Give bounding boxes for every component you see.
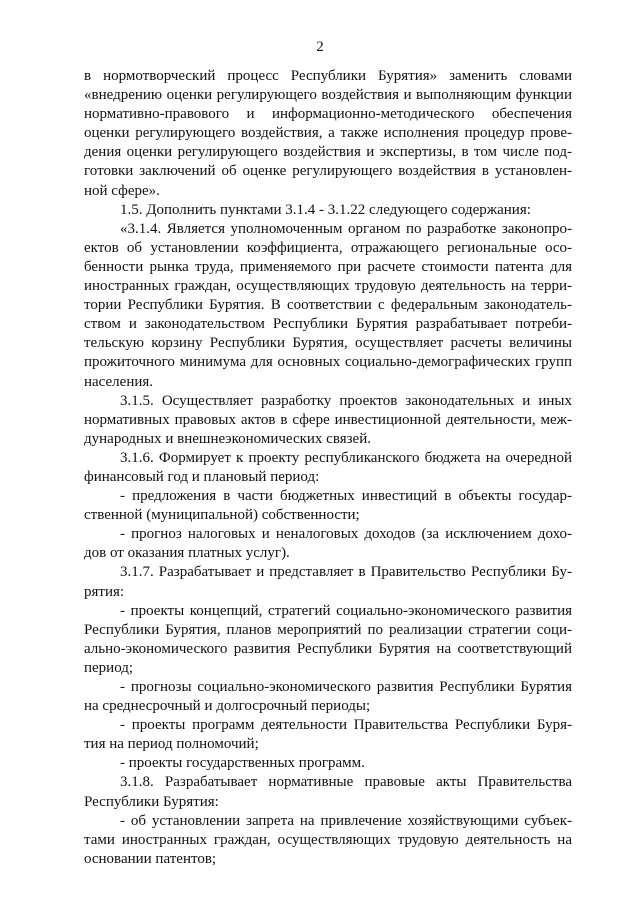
text-line: на среднесрочный и долгосрочный периоды;	[84, 698, 371, 715]
text-line: 3.1.8. Разрабатывает нормативные правовые акты Правительства	[120, 774, 572, 791]
text-line: рятия:	[84, 583, 125, 600]
text-line: иностранных граждан, осуществляющих трудовую деятельность на терри-	[84, 278, 572, 295]
text-line: дения оценки регулирующего воздействия и экспертизы, в том числе под-	[84, 144, 572, 161]
text-line: ственной (муниципальной) собственности;	[84, 507, 360, 524]
text-line: тия на период полномочий;	[84, 736, 259, 753]
text-line: ной сфере».	[84, 182, 160, 199]
text-line: - прогноз налоговых и неналоговых доходов (за исключением дохо-	[120, 526, 572, 543]
text-line: - об установлении запрета на привлечение хозяйствующими субъек-	[120, 812, 572, 829]
text-line: нормативно-правового и информационно-методического обеспечения	[84, 106, 572, 123]
text-line: - предложения в части бюджетных инвестиций в объекты государ-	[120, 488, 572, 505]
text-line: - проекты концепций, стратегий социально-экономического развития	[120, 602, 572, 619]
text-line: населения.	[84, 373, 154, 390]
text-line: в нормотворческий процесс Республики Бурятия» заменить словами	[84, 68, 572, 84]
text-line: готовки заключений об оценке регулирующего воздействия в установлен-	[84, 163, 572, 180]
document-body	[84, 67, 572, 869]
text-line: ектов об установлении коэффициента, отражающего региональные осо-	[84, 239, 572, 256]
text-line: 3.1.5. Осуществляет разработку проектов законодательных и иных	[120, 392, 572, 409]
page-number: 2	[316, 39, 324, 55]
text-line: 1.5. Дополнить пунктами 3.1.4 - 3.1.22 следующего содержания:	[120, 201, 531, 218]
text-line: «3.1.4. Является уполномоченным органом по разработке законопро-	[120, 220, 572, 237]
text-line: Республики Бурятия:	[84, 793, 219, 810]
text-line: - прогнозы социально-экономического развития Республики Бурятия	[120, 679, 572, 695]
text-line: Республики Бурятия, планов мероприятий по реализации стратегии соци-	[84, 621, 572, 638]
text-line: дов от оказания платных услуг).	[84, 545, 290, 562]
text-line: 3.1.7. Разрабатывает и представляет в Правительство Республики Бу-	[120, 564, 572, 581]
text-line: тории Республики Бурятия. В соответствии с федеральным законодатель-	[84, 297, 572, 314]
text-line: ально-экономического развития Республики Бурятия на соответствующий	[84, 640, 572, 657]
text-line: тами иностранных граждан, осуществляющих трудовую деятельность на	[84, 831, 572, 848]
text-line: бенности рынка труда, применяемого при расчете стоимости патента для	[84, 258, 572, 275]
text-line: период;	[84, 659, 134, 676]
text-line: финансовый год и плановый период:	[84, 468, 320, 485]
text-line: - проекты программ деятельности Правительства Республики Буря-	[120, 717, 572, 734]
text-line: нормативных правовых актов в сфере инвестиционной деятельности, меж-	[84, 411, 572, 428]
text-line: «внедрению оценки регулирующего воздействия и выполняющим функции	[84, 87, 572, 104]
text-line: дународных и внешнеэкономических связей.	[84, 430, 371, 447]
text-line: прожиточного минимума для основных социально-демографических групп	[84, 354, 572, 371]
text-line: ством и законодательством Республики Бурятия разрабатывает потреби-	[84, 316, 572, 333]
text-line: тельскую корзину Республики Бурятия, осуществляет расчеты величины	[84, 335, 572, 352]
text-line: - проекты государственных программ.	[120, 755, 365, 772]
text-line: оценки регулирующего воздействия, а также исполнения процедур прове-	[84, 125, 572, 142]
text-line: 3.1.6. Формирует к проекту республиканского бюджета на очередной	[120, 449, 572, 466]
text-line: основании патентов;	[84, 850, 217, 867]
